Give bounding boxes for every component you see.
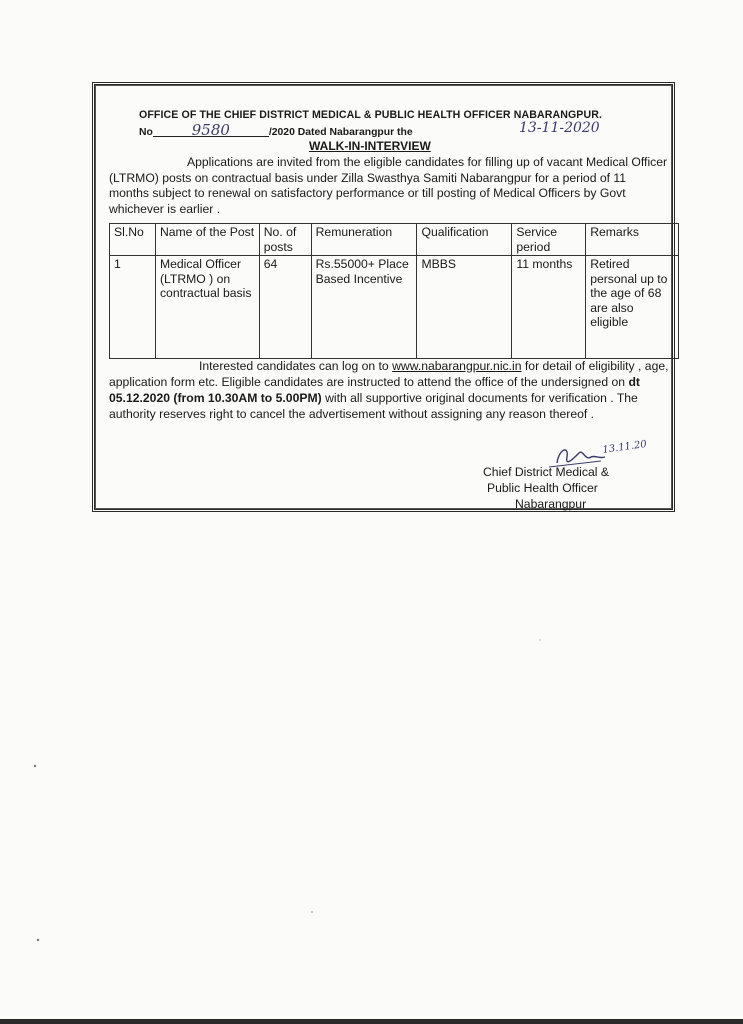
col-header-qualification: Qualification (417, 224, 512, 256)
col-header-sl-no: Sl.No (110, 224, 156, 256)
website-link[interactable]: www.nabarangpur.nic.in (392, 359, 522, 373)
details-text-2: for detail of eligibility , age, application form etc. Eligible candidates are instructed to attend the office of the undersigned on (109, 359, 669, 389)
signatory-line-2: Public Health Officer (487, 481, 598, 495)
details-paragraph (109, 358, 674, 422)
signatory-line-1: Chief District Medical & (483, 465, 609, 479)
ref-suffix: /2020 Dated Nabarangpur the (268, 127, 413, 138)
col-header-remarks: Remarks (586, 224, 679, 256)
table-row (110, 256, 679, 359)
ref-number: 9580 (153, 124, 269, 137)
posts-table (109, 223, 679, 359)
interview-date: dt 05.12.2020 (from 10.30AM to 5.00PM) (109, 375, 640, 405)
col-header-post: Name of the Post (155, 224, 259, 256)
cell-no-of-posts: 64 (259, 256, 311, 359)
walk-in-interview-notice (92, 82, 675, 512)
notice-heading: WALK-IN-INTERVIEW (309, 139, 431, 153)
signatory-line-3: Nabarangpur (515, 497, 587, 511)
reference-line (139, 120, 600, 139)
signatory-block (483, 464, 609, 512)
col-header-remuneration: Remuneration (311, 224, 417, 256)
intro-paragraph: Applications are invited from the eligible candidates for filling up of vacant Medical Officer (LTRMO) posts on contractual basis under Zilla Swasthya Samiti Nabarangpur for a period of 11 months subject to renewal on satisfactory performance or till posting of Medical Officers by Govt whichever is earlier . (109, 155, 668, 216)
col-header-service-period: Service period (512, 224, 586, 256)
cell-remuneration: Rs.55000+ Place Based Incentive (311, 256, 417, 359)
col-header-no-of-posts: No. of posts (259, 224, 311, 256)
details-text-3: with all supportive original documents for verification . The authority reserves right to cancel the advertisement without assigning any reason thereof . (109, 391, 638, 421)
cell-qualification: MBBS (417, 256, 512, 359)
cell-sl-no: 1 (110, 256, 156, 359)
office-title: OFFICE OF THE CHIEF DISTRICT MEDICAL & PUBLIC HEALTH OFFICER NABARANGPUR. (139, 109, 603, 121)
cell-post: Medical Officer (LTRMO ) on contractual basis (155, 256, 259, 359)
details-text-1: Interested candidates can log on to (199, 359, 393, 373)
ref-prefix: No (139, 127, 153, 138)
signature-date: 13.11.20 (601, 439, 648, 456)
ref-date: 13-11-2020 (519, 120, 600, 136)
table-header-row (110, 224, 679, 256)
cell-service-period: 11 months (512, 256, 586, 359)
cell-remarks: Retired personal up to the age of 68 are also eligible (586, 256, 679, 359)
